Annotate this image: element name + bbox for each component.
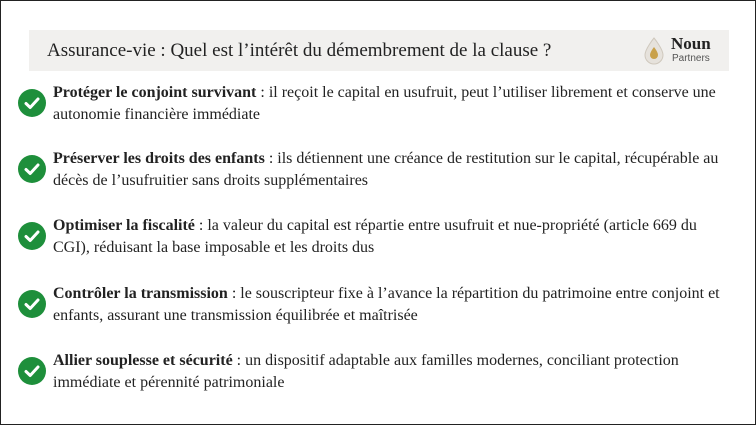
item-title: Optimiser la fiscalité xyxy=(53,217,195,234)
page-title: Assurance-vie : Quel est l’intérêt du démembrement de la clause ? xyxy=(47,40,552,61)
logo-name: Noun xyxy=(671,34,711,53)
check-circle-icon xyxy=(18,222,46,250)
item-description: : un dispositif adaptable aux familles modernes, conciliant protection immédiate et pérennité patrimoniale xyxy=(53,352,679,391)
item-description: : il reçoit le capital en usufruit, peut l’utiliser librement et conserve une autonomie financière immédiate xyxy=(53,84,716,123)
item-title: Contrôler la transmission xyxy=(53,285,228,302)
item-title: Protéger le conjoint survivant xyxy=(53,84,257,101)
check-circle-icon xyxy=(18,155,46,183)
logo-subtitle: Partners xyxy=(672,53,710,64)
check-circle-icon xyxy=(18,290,46,318)
item-description: : le souscripteur fixe à l’avance la répartition du patrimoine entre conjoint et enfants, assurant une transmission équilibrée et maîtrisée xyxy=(53,285,720,324)
item-title: Préserver les droits des enfants xyxy=(53,150,265,167)
item-description: : la valeur du capital est répartie entre usufruit et nue-propriété (article 669 du CGI), réduisant la base imposable et les droits dus xyxy=(53,217,697,256)
check-circle-icon xyxy=(18,89,46,117)
check-circle-icon xyxy=(18,357,46,385)
item-description: : ils détiennent une créance de restitution sur le capital, récupérable au décès de l’usufruitier sans droits supplémentaires xyxy=(53,150,719,189)
item-title: Allier souplesse et sécurité xyxy=(53,352,233,369)
